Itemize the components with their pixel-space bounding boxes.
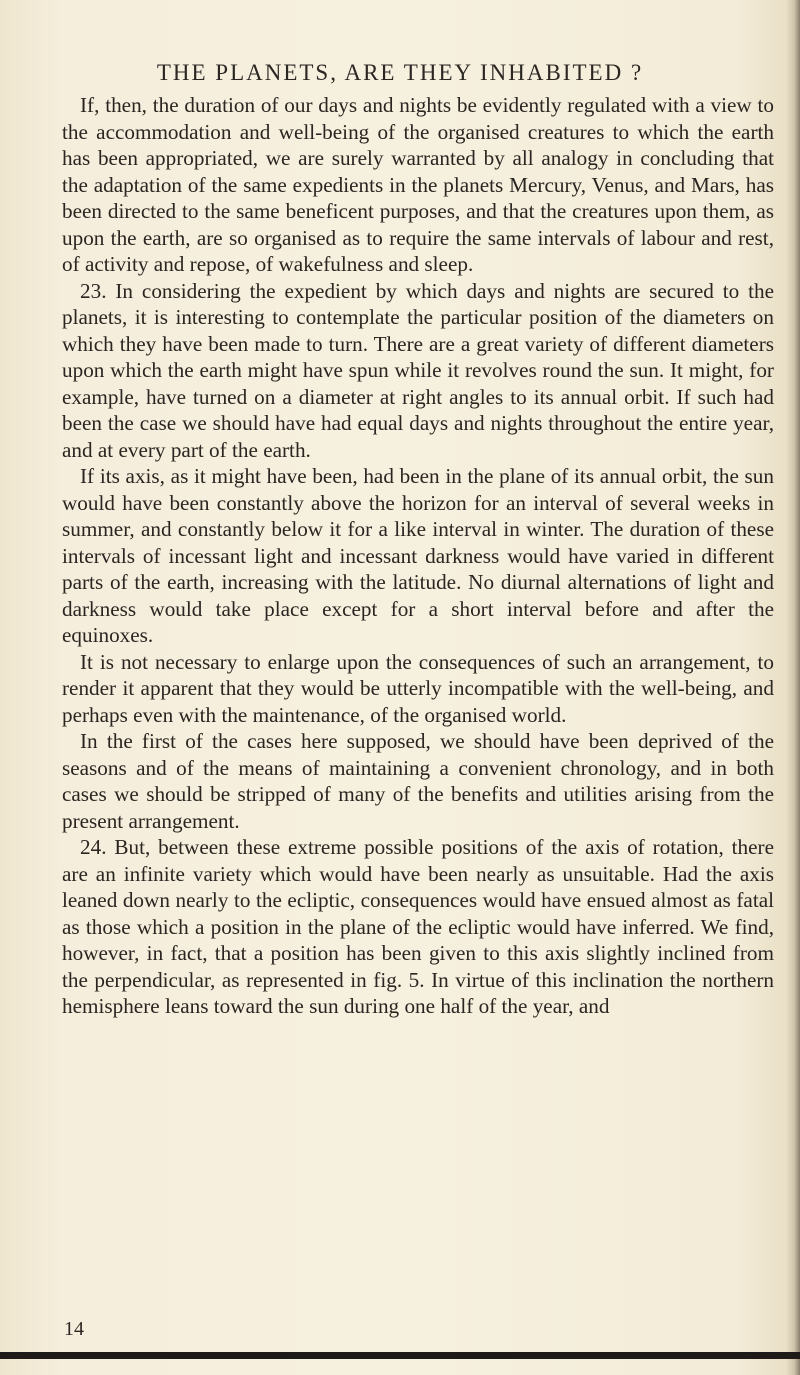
- paragraph: In the first of the cases here supposed, we should have been deprived of the seasons and of the means of maintaining a convenient chronology, and in both cases we should be stripped of many of the benefits and utilities arising from the present arrangement.: [62, 729, 774, 833]
- paragraph: 23. In considering the expedient by which days and nights are secured to the planets, it is interesting to contemplate the particular position of the diameters on which they have been made to turn. There are a great variety of different diameters upon which the earth might have spun while it revolves round the sun. It might, for example, have turned on a diameter at right angles to its annual orbit. If such had been the case we should have had equal days and nights throughout the entire year, and at every part of the earth.: [62, 278, 774, 462]
- page-edge-shadow: [786, 0, 800, 1375]
- running-head: THE PLANETS, ARE THEY INHABITED ?: [156, 60, 644, 85]
- body-text: [62, 92, 774, 1020]
- paragraph: If its axis, as it might have been, had been in the plane of its annual orbit, the sun would have been constantly above the horizon for an interval of several weeks in summer, and constantly below it for a like interval in winter. The duration of these intervals of incessant light and incessant darkness would have varied in different parts of the earth, increasing with the latitude. No diurnal alternations of light and darkness would take place except for a short interval before and after the equinoxes.: [62, 464, 774, 647]
- paragraph: 24. But, between these extreme possible positions of the axis of rotation, there are an infinite variety which would have been nearly as unsuitable. Had the axis leaned down nearly to the ecliptic, consequences would have ensued almost as fatal as those which a position in the plane of the ecliptic would have inferred. We find, however, in fact, that a position has been given to this axis slightly inclined from the perpendicular, as represented in fig. 5. In virtue of this inclination the northern hemisphere leans toward the sun during one half of the year, and: [62, 835, 774, 1018]
- paragraph: It is not necessary to enlarge upon the consequences of such an arrangement, to render it apparent that they would be utterly incompatible with the well-being, and perhaps even with the maintenance, of the organised world.: [62, 649, 774, 727]
- page-number: 14: [64, 1318, 84, 1340]
- bottom-rule: [0, 1352, 800, 1359]
- paragraph: If, then, the duration of our days and nights be evidently regulated with a view to the accommodation and well-being of the organised creatures to which the earth has been appropriated, we are surely warranted by all analogy in concluding that the adaptation of the same expedients in the planets Mercury, Venus, and Mars, has been directed to the same beneficent purposes, and that the creatures upon them, as upon the earth, are so organised as to require the same intervals of labour and rest, of activity and repose, of wakefulness and sleep.: [62, 93, 774, 276]
